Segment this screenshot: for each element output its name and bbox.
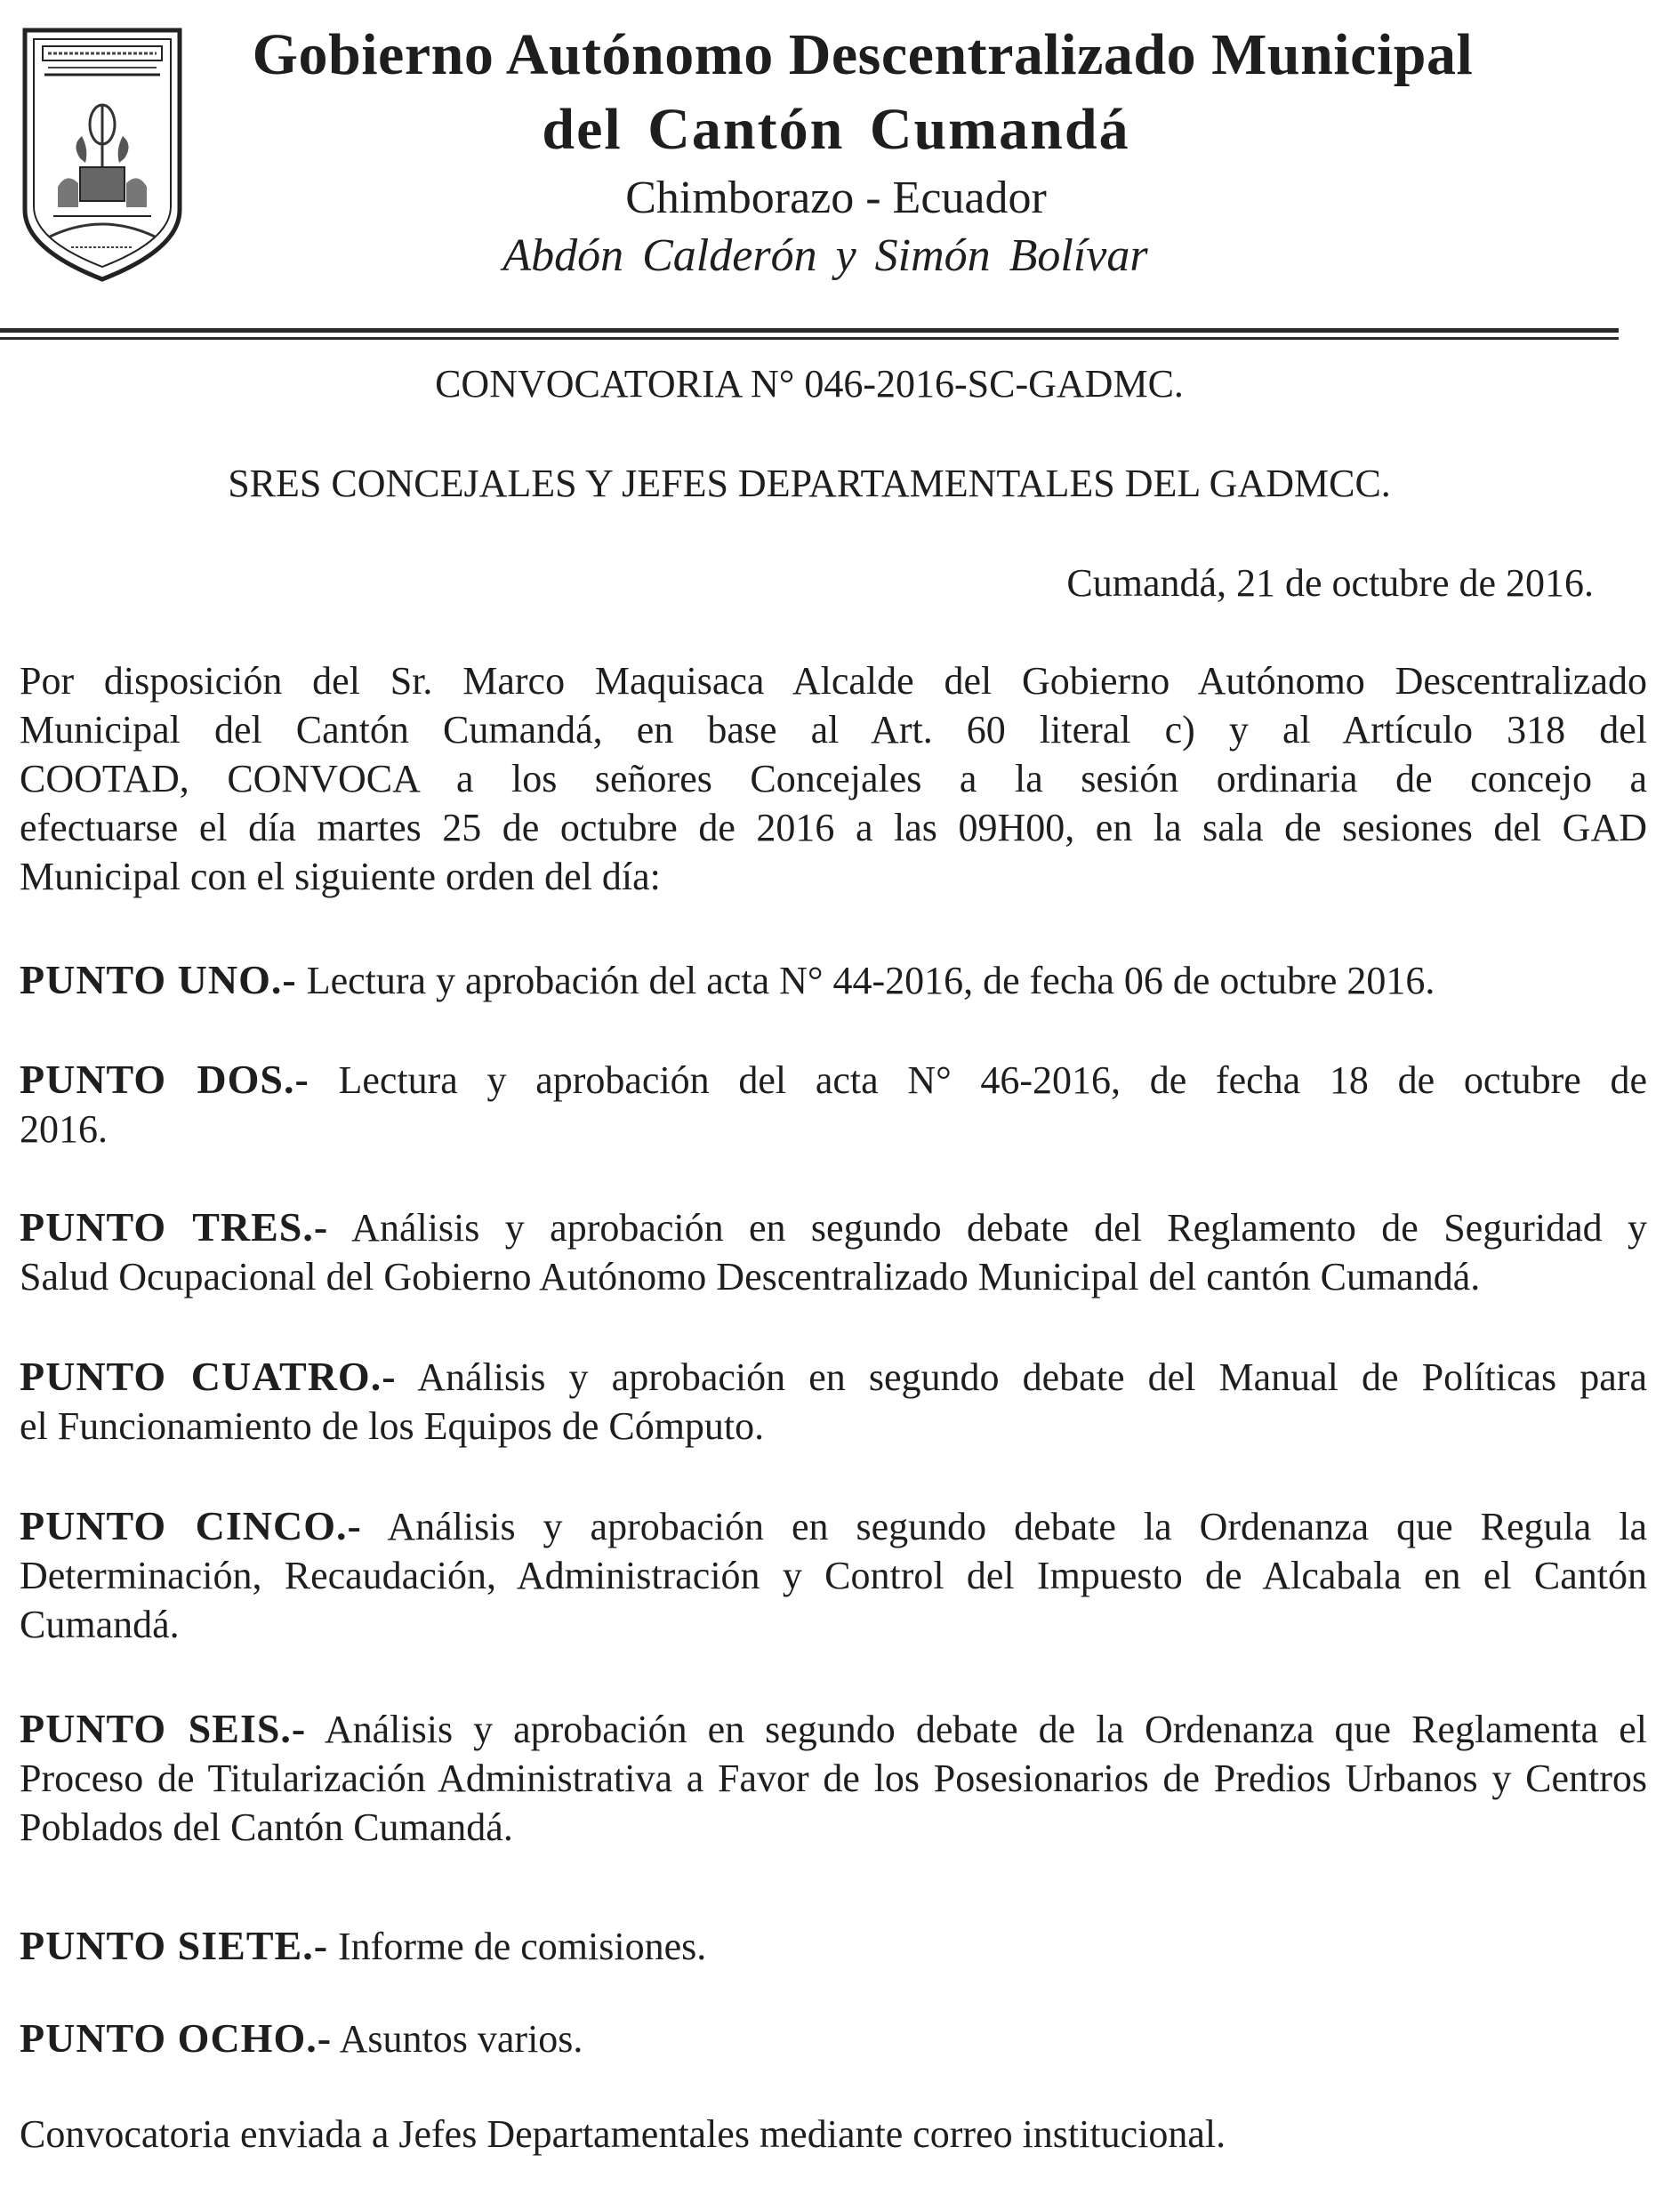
intro-paragraph <box>20 656 1647 901</box>
agenda-item-3 <box>20 1202 1647 1301</box>
agenda-item-text: el Funcionamiento de los Equipos de Cómputo. <box>20 1404 765 1448</box>
document-heading: CONVOCATORIA N° 046-2016-SC-GADMC. <box>435 362 1184 406</box>
agenda-item-text: Proceso de Titularización Administrativa a Favor de los Posesionarios de Predios Urbanos y Centros <box>20 1757 1647 1800</box>
agenda-item-4 <box>20 1352 1647 1451</box>
header-divider-thin <box>0 337 1619 340</box>
institution-motto: Abdón Calderón y Simón Bolívar <box>502 230 1148 281</box>
agenda-item-label: PUNTO OCHO.- <box>20 2015 333 2061</box>
agenda-item-text: 2016. <box>20 1107 108 1151</box>
agenda-item-8 <box>20 2014 1647 2063</box>
intro-line: COOTAD, CONVOCA a los señores Concejales a la sesión ordinaria de concejo a <box>20 757 1647 800</box>
agenda-item-2 <box>20 1055 1647 1154</box>
agenda-item-label: PUNTO SIETE.- <box>20 1923 329 1968</box>
institution-name-line1: Gobierno Autónomo Descentralizado Municipal <box>252 22 1474 87</box>
agenda-item-text: Lectura y aprobación del acta N° 44-2016, de fecha 06 de octubre 2016. <box>296 959 1435 1002</box>
agenda-item-text: Asuntos varios. <box>332 2017 583 2061</box>
addressee-line: SRES CONCEJALES Y JEFES DEPARTAMENTALES DEL GADMCC. <box>228 462 1391 505</box>
agenda-item-text: Poblados del Cantón Cumandá. <box>20 1805 513 1849</box>
footer-note: Convocatoria enviada a Jefes Departamentales mediante correo institucional. <box>20 2112 1226 2156</box>
agenda-item-text: Lectura y aprobación del acta N° 46-2016, de fecha 18 de octubre de <box>309 1058 1647 1102</box>
intro-line: Por disposición del Sr. Marco Maquisaca Alcalde del Gobierno Autónomo Descentralizado <box>20 659 1647 703</box>
agenda-item-text: Cumandá. <box>20 1603 180 1646</box>
agenda-item-label: PUNTO CINCO.- <box>20 1503 362 1548</box>
agenda-item-label: PUNTO CUATRO.- <box>20 1354 397 1399</box>
intro-line: Municipal con el siguiente orden del día: <box>20 855 661 898</box>
agenda-item-label: PUNTO DOS.- <box>20 1057 309 1102</box>
agenda-item-6 <box>20 1704 1647 1852</box>
intro-line: efectuarse el día martes 25 de octubre de 2016 a las 09H00, en la sala de sesiones del GAD <box>20 806 1647 849</box>
institution-name-line2: del Cantón Cumandá <box>542 97 1130 162</box>
agenda-item-text: Determinación, Recaudación, Administración y Control del Impuesto de Alcabala en el Cantón <box>20 1554 1647 1597</box>
agenda-item-text: Análisis y aprobación en segundo debate de la Ordenanza que Reglamenta el <box>306 1708 1647 1751</box>
agenda-item-text: Informe de comisiones. <box>328 1925 707 1968</box>
agenda-item-5 <box>20 1501 1647 1649</box>
agenda-item-text: Análisis y aprobación en segundo debate del Reglamento de Seguridad y <box>328 1206 1647 1250</box>
agenda-item-label: PUNTO UNO.- <box>20 957 297 1002</box>
place-date: Cumandá, 21 de octubre de 2016. <box>1066 561 1594 605</box>
agenda-item-label: PUNTO TRES.- <box>20 1204 329 1250</box>
agenda-item-7 <box>20 1921 1647 1971</box>
institution-location: Chimborazo - Ecuador <box>625 173 1047 223</box>
intro-line: Municipal del Cantón Cumandá, en base al Art. 60 literal c) y al Artículo 318 del <box>20 708 1647 752</box>
header-divider <box>0 328 1619 333</box>
agenda-item-label: PUNTO SEIS.- <box>20 1706 307 1751</box>
agenda-item-text: Análisis y aprobación en segundo debate del Manual de Políticas para <box>396 1355 1647 1399</box>
agenda-item-text: Salud Ocupacional del Gobierno Autónomo Descentralizado Municipal del cantón Cumandá. <box>20 1255 1481 1298</box>
agenda-item-text: Análisis y aprobación en segundo debate la Ordenanza que Regula la <box>361 1505 1648 1548</box>
agenda-item-1 <box>20 955 1647 1005</box>
